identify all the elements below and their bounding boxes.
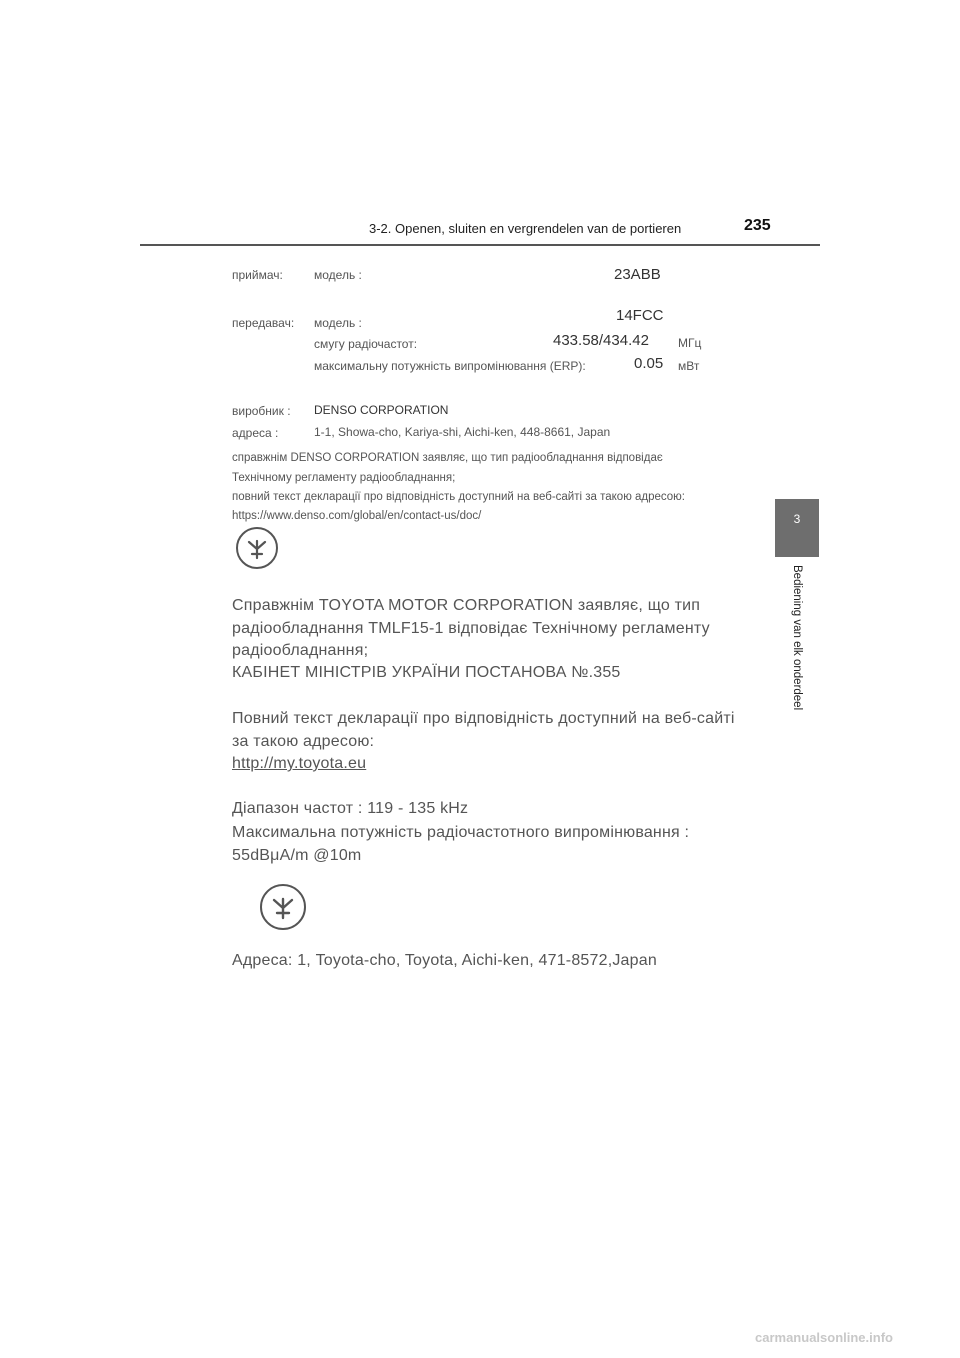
denso-declaration-line1: справжнім DENSO CORPORATION заявляє, що тип радіообладнання відповідає bbox=[232, 452, 663, 464]
receiver-model-value: 23ABB bbox=[614, 266, 661, 283]
address-value: 1-1, Showa-cho, Kariya-shi, Aichi-ken, 448-8661, Japan bbox=[314, 425, 611, 439]
manufacturer-value: DENSO CORPORATION bbox=[314, 403, 449, 417]
frequency-range-line: Діапазон частот : 119 - 135 kHz bbox=[232, 800, 469, 817]
toyota-declaration-url[interactable]: http://my.toyota.eu bbox=[232, 755, 367, 772]
band-value: 433.58/434.42 bbox=[553, 332, 649, 349]
toyota-address-line: Адреса: 1, Toyota-cho, Toyota, Aichi-ken, 471-8572,Japan bbox=[232, 952, 657, 969]
ukrainian-conformity-mark-icon bbox=[260, 884, 306, 930]
power-label: максимальну потужність випромінювання (ERP): bbox=[314, 359, 586, 373]
toyota-declaration-line1: Справжнім TOYOTA MOTOR CORPORATION заявляє, що тип bbox=[232, 597, 701, 614]
toyota-declaration-line2: радіообладнання TMLF15-1 відповідає Технічному регламенту bbox=[232, 620, 710, 637]
chapter-label: Bediening van elk onderdeel bbox=[791, 565, 803, 711]
conformity-mark-glyph bbox=[262, 886, 304, 928]
receiver-model-label: модель : bbox=[314, 268, 362, 282]
page-number: 235 bbox=[744, 217, 771, 234]
address-label: адреса : bbox=[232, 426, 279, 440]
chapter-number: 3 bbox=[793, 512, 801, 526]
section-title: 3-2. Openen, sluiten en vergrendelen van de portieren bbox=[369, 221, 682, 236]
conformity-mark-glyph bbox=[238, 529, 276, 567]
manufacturer-label: виробник : bbox=[232, 404, 291, 418]
power-unit: мВт bbox=[678, 359, 700, 373]
toyota-declaration-line6: за такою адресою: bbox=[232, 733, 375, 750]
transmitter-model-label: модель : bbox=[314, 316, 362, 330]
max-power-line: Максимальна потужність радіочастотного випромінювання : bbox=[232, 824, 690, 841]
denso-declaration-line3: повний текст декларації про відповідність доступний на веб-сайті за такою адресою: bbox=[232, 491, 686, 503]
toyota-declaration-line3: радіообладнання; bbox=[232, 642, 369, 659]
transmitter-model-value: 14FCC bbox=[616, 307, 664, 324]
toyota-decree-line: КАБІНЕТ МІНІСТРІВ УКРАЇНИ ПОСТАНОВА №.355 bbox=[232, 664, 621, 681]
max-power-value: 55dBμA/m @10m bbox=[232, 847, 362, 864]
header-divider bbox=[140, 244, 820, 246]
denso-declaration-line2: Технічному регламенту радіообладнання; bbox=[232, 472, 456, 484]
power-value: 0.05 bbox=[634, 355, 664, 372]
denso-declaration-url[interactable]: https://www.denso.com/global/en/contact-us/doc/ bbox=[232, 510, 482, 522]
receiver-label: приймач: bbox=[232, 268, 283, 282]
band-label: смугу радіочастот: bbox=[314, 337, 418, 351]
chapter-tab bbox=[775, 499, 819, 557]
footer-watermark: carmanualsonline.info bbox=[755, 1330, 893, 1345]
ukrainian-conformity-mark-icon bbox=[236, 527, 278, 569]
toyota-declaration-line5: Повний текст декларації про відповідність доступний на веб-сайті bbox=[232, 710, 735, 727]
transmitter-label: передавач: bbox=[232, 316, 295, 330]
band-unit: МГц bbox=[678, 336, 702, 350]
